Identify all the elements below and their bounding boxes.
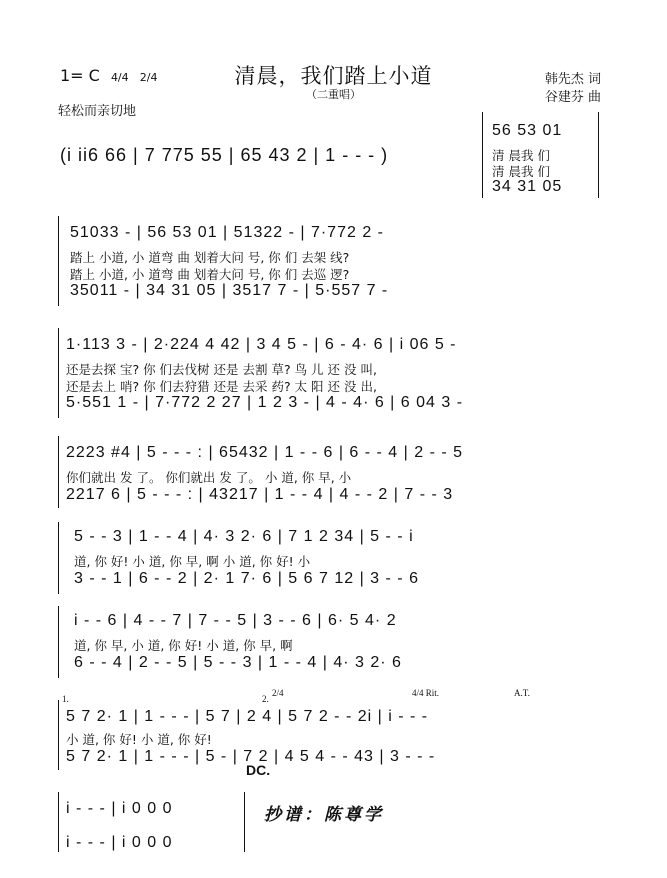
transcriber-credit: 抄谱：陈尊学 [264,805,384,825]
system-2-lyric-1: 还是去探 宝? 你 们去伐树 还是 去割 草? 鸟 儿 还 没 叫, [66,362,377,377]
system-5-lyric-1: 道, 你 早, 小 道, 你 好! 小 道, 你 早, 啊 [74,638,293,653]
time-change-2-4: 2/4 [272,688,284,698]
intro-barline [482,112,483,198]
a-tempo-mark: A.T. [514,688,530,698]
intro-notes: (i ii6 66 | 7 775 55 | 65 43 2 | 1 - - - ) [60,145,389,165]
time-signature-2: 2/4 [139,71,158,84]
system-6-lower: 5 7 2· 1 | 1 - - - | 5 - | 7 2 | 4 5 4 - - 43 | 3 - - - [66,748,436,765]
key-signature [60,66,157,85]
system-1-lower: 35011 - | 34 31 05 | 3517 7 - | 5·557 7 - [70,282,389,299]
system-7-lower: i - - - | i 0 0 0 [66,834,173,851]
system-2-lower: 5·551 1 - | 7·772 2 27 | 1 2 3 - | 4 - 4· 6 | 6 04 3 - [66,394,464,411]
system-3-lower: 2217 6 | 5 - - - : | 43217 | 1 - - 4 | 4 - - 2 | 7 - - 3 [66,486,454,503]
volta-2-mark: 2. [262,694,269,704]
intro-upper-notes: 56 53 01 [492,122,563,139]
system-6-barline [58,700,59,770]
intro-lyric-2: 清 晨我 们 [492,164,550,179]
song-subtitle: （二重唱） [306,88,361,101]
system-1-barline [58,216,59,306]
da-capo-mark: DC. [246,762,271,778]
system-4-upper: 5 - - 3 | 1 - - 4 | 4· 3 2· 6 | 7 1 2 34 | 5 - - i [74,528,414,545]
system-4-lower: 3 - - 1 | 6 - - 2 | 2· 1 7· 6 | 5 6 7 12 | 3 - - 6 [74,570,419,587]
system-5-lower: 6 - - 4 | 2 - - 5 | 5 - - 3 | 1 - - 4 | 4· 3 2· 6 [74,654,402,671]
intro-lower-notes: 34 31 05 [492,178,563,195]
system-7-upper: i - - - | i 0 0 0 [66,800,173,817]
intro-lyric-1: 清 晨我 们 [492,148,550,163]
intro-end-barline [598,112,599,198]
lyricist-credit: 韩先杰 词 [544,72,601,87]
rit-mark: 4/4 Rit. [412,688,440,698]
system-1-lyric-2: 踏上 小道, 小 道弯 曲 划着大问 号, 你 们 去巡 逻? [70,267,350,282]
system-2-upper: 1·113 3 - | 2·224 4 42 | 3 4 5 - | 6 - 4· 6 | i 06 5 - [66,336,457,353]
system-2-lyric-2: 还是去上 哨? 你 们去狩猎 还是 去采 药? 太 阳 还 没 出, [66,379,377,394]
system-7-barline [58,792,59,852]
system-7-end-barline [244,792,245,852]
system-4-barline [58,522,59,594]
system-3-upper: 2223 #4 | 5 - - - : | 65432 | 1 - - 6 | 6 - - 4 | 2 - - 5 [66,444,464,461]
volta-1-mark: 1. [62,694,69,704]
system-3-lyric-1: 你们就出 发 了。 你们就出 发 了。 小 道, 你 早, 小 [66,470,352,485]
system-2-barline [58,328,59,418]
system-6-upper: 5 7 2· 1 | 1 - - - | 5 7 | 2 4 | 5 7 2 - - 2i | i - - - [66,708,429,725]
song-title: 清晨，我们踏上小道 [234,64,433,88]
system-1-upper: 51033 - | 56 53 01 | 51322 - | 7·772 2 - [70,224,384,241]
system-4-lyric-1: 道, 你 好! 小 道, 你 早, 啊 小 道, 你 好! 小 [74,554,311,569]
system-5-barline [58,606,59,678]
key-label: 1= C [60,66,100,85]
system-6-lyric-1: 小 道, 你 好! 小 道, 你 好! [66,732,212,747]
system-5-upper: i - - 6 | 4 - - 7 | 7 - - 5 | 3 - - 6 | 6· 5 4· 2 [74,612,397,629]
composer-credit: 谷建芬 曲 [544,90,601,105]
time-signature-1: 4/4 [110,71,129,84]
system-1-lyric-1: 踏上 小道, 小 道弯 曲 划着大问 号, 你 们 去架 线? [70,250,350,265]
tempo-marking: 轻松而亲切地 [58,104,137,119]
system-3-barline [58,436,59,508]
